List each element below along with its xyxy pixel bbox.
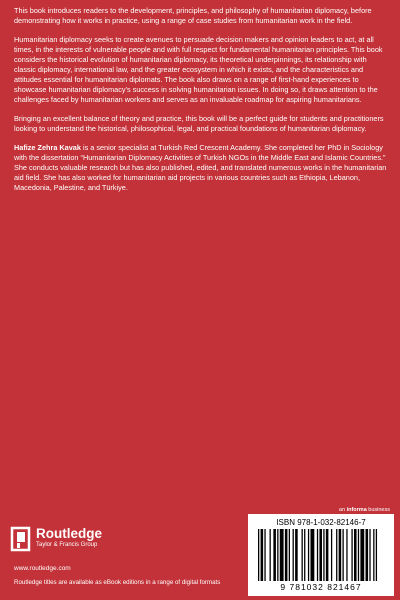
isbn-label: ISBN 978-1-032-82146-7 (276, 518, 366, 527)
barcode-bar (336, 529, 337, 581)
barcode-bar (358, 529, 359, 581)
ebook-availability-note: Routledge titles are available as eBook editions in a range of digital formats (14, 579, 221, 586)
back-cover-text (14, 6, 388, 202)
barcode-bar (319, 529, 322, 581)
barcode-icon (256, 529, 386, 581)
barcode-bar (285, 529, 288, 581)
barcode-bar (273, 529, 276, 581)
publisher-website: www.routledge.com (14, 565, 71, 572)
barcode-bar (376, 529, 377, 581)
barcode-bar (289, 529, 290, 581)
publisher-group: Taylor & Francis Group (36, 542, 98, 548)
blurb-paragraph-2: Humanitarian diplomacy seeks to create avenues to persuade decision makers and opinion leaders to act, at all times, in the interests of vulnerable people and with full respect for fundamental humanitarian principles. This book considers the historical evolution of humanitarian diplomacy, its theoretical underpinnings, its relationship with classic diplomacy, international law, and the greater ecosystem in which it exists, and the characteristics and attitudes essential for humanitarian diplomats. The book also draws on a range of first-hand experiences to showcase humanitarian diplomacy’s success in solving humanitarian issues. In doing so, it draws attention to the challenges faced by humanitarian workers and serves as an invaluable roadmap for aspiring humanitarians. (14, 35, 383, 104)
barcode-bar (339, 529, 342, 581)
informa-brand: informa (346, 507, 367, 513)
barcode-bar (264, 529, 265, 581)
author-bio-text: is a senior specialist at Turkish Red Crescent Academy. She completed her PhD in Sociology with the dissertation “Humanitarian Diplomacy Activities of Turkish NGOs in the Middle East and Islamic Countries.” She conducts valuable research but has also published, edited, and translated numerous works in the humanitarian aid field. She has also worked for humanitarian aid projects in various countries such as Ethiopia, Lebanon, Macedonia, Palestine, and Türkiye. (14, 143, 387, 192)
barcode-bar (369, 529, 370, 581)
barcode-bar (304, 529, 305, 581)
barcode-bar (302, 529, 303, 581)
routledge-logo (10, 526, 160, 562)
author-name: Hafize Zehra Kavak (14, 143, 81, 152)
barcode-bar (261, 529, 264, 581)
barcode-panel (248, 514, 394, 596)
barcode-bar (270, 529, 271, 581)
barcode-bar (308, 529, 309, 581)
barcode-bar (258, 529, 259, 581)
barcode-bar (373, 529, 374, 581)
barcode-bar (295, 529, 298, 581)
barcode-bar (331, 529, 332, 581)
barcode-number: 9 781032 821467 (280, 582, 362, 592)
barcode-bar (354, 529, 357, 581)
informa-business-tag (339, 507, 390, 513)
blurb-paragraph-1: This book introduces readers to the development, principles, and philosophy of humanitarian diplomacy, before demonstrating how it works in practice, using a range of case studies from humanitarian work in the field. (14, 6, 372, 25)
publisher-name: Routledge (36, 526, 102, 541)
informa-suffix: business (366, 507, 390, 513)
routledge-logo-icon (10, 526, 32, 554)
barcode-bar (317, 529, 318, 581)
barcode-bar (310, 529, 314, 581)
informa-prefix: an (338, 507, 347, 513)
barcode-bar (326, 529, 329, 581)
barcode-bar (277, 529, 278, 581)
barcode-bar (360, 529, 364, 581)
barcode-bar (293, 529, 294, 581)
barcode-bar (366, 529, 369, 581)
blurb-paragraph-3: Bringing an excellent balance of theory and practice, this book will be a perfect guide for students and practitioners looking to understand the historical, philosophical, legal, and practical foundations of humanitarian diplomacy. (14, 114, 384, 133)
author-bio (14, 143, 388, 193)
barcode-bar (323, 529, 324, 581)
barcode-bar (342, 529, 343, 581)
barcode-bar (351, 529, 352, 581)
barcode-bar (280, 529, 284, 581)
barcode-bar (346, 529, 347, 581)
